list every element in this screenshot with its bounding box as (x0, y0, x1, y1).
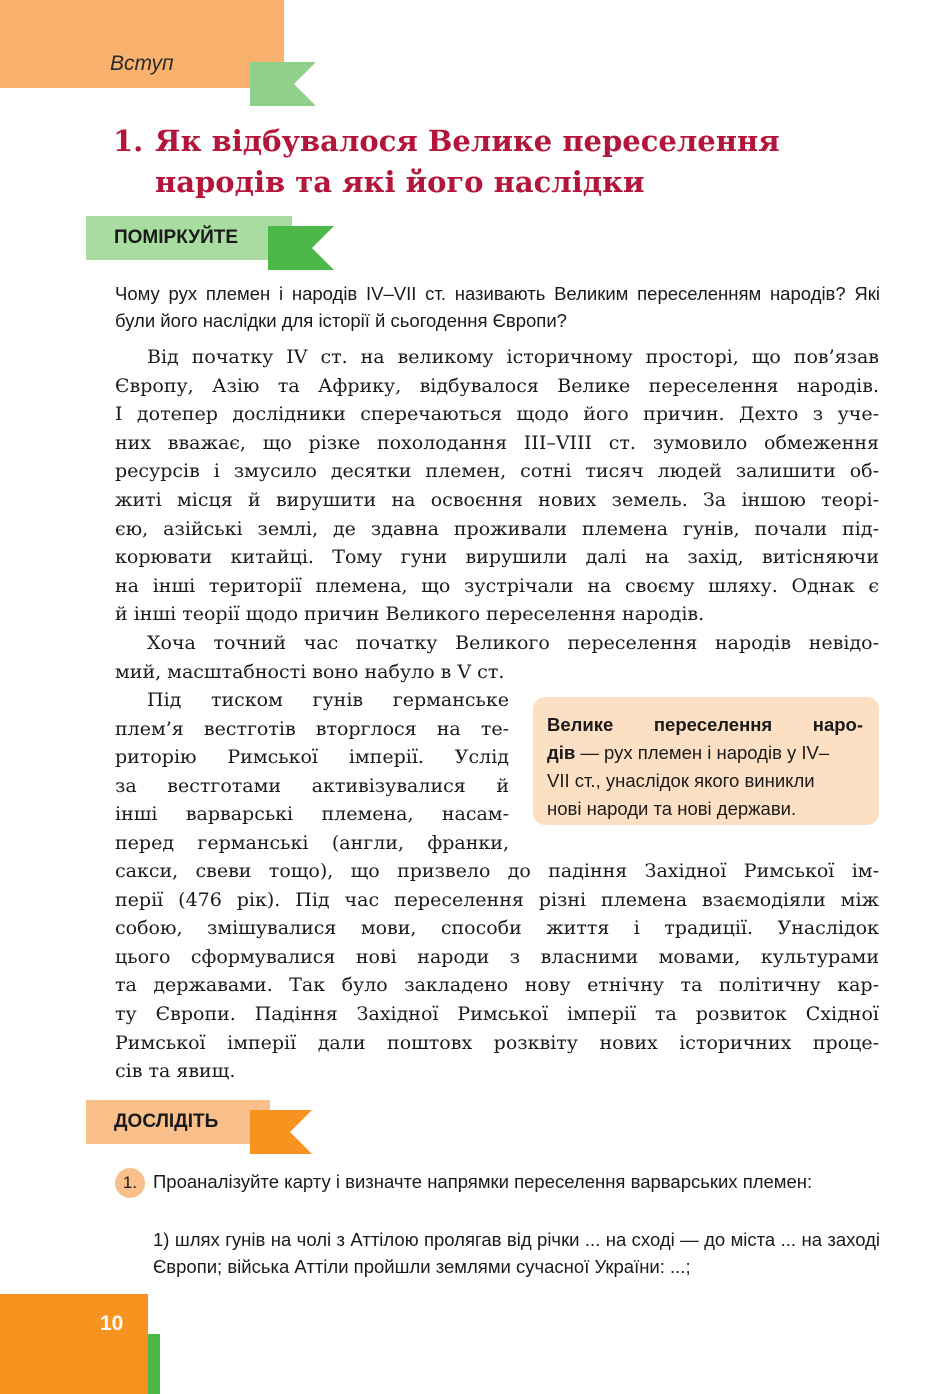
body-line: плем’я вестготів вторглося на те- (115, 717, 509, 740)
title-number: 1. (113, 124, 144, 158)
body-line: сів та явищ. (115, 1060, 236, 1083)
page-number: 10 (100, 1312, 124, 1335)
body-line: житі місця й вирушити на освоєння нових земель. За іншою теорі- (115, 489, 879, 511)
body-line: та державами. Так було закладено нову етнічну та політичну кар- (115, 974, 879, 997)
body-line: Під тиском гунів германське (147, 689, 509, 711)
definition-line2 (547, 739, 863, 767)
ribbon-icon (268, 226, 334, 270)
definition-term-end: дів (547, 742, 576, 763)
body-line: Європу, Азію та Африку, відбувалося Велике переселення народів. (115, 374, 879, 397)
ribbon-icon (250, 62, 316, 106)
body-line: Хоча точний час початку Великого переселення народів невідо- (147, 632, 879, 654)
page-title-line1: Як відбувалося Велике переселення (155, 124, 780, 158)
body-line: єю, азійські землі, де здавна проживали племена гунів, почали під- (115, 517, 879, 540)
definition-box (533, 697, 879, 825)
body-line: корювати китайці. Тому гуни вирушили далі на захід, витісняючи (115, 546, 879, 569)
body-line: й інші теорії щодо причин Великого переселення народів. (115, 603, 705, 626)
page-number-stripe (148, 1334, 160, 1394)
definition-line3: VII ст., унаслідок якого виникли (547, 770, 815, 791)
subtask-text: 1) шлях гунів на чолі з Аттілою пролягав від річки ... на сході — до міста ... на заході Європи; війська Аттіли пройшли землями сучасної України: ...; (153, 1229, 880, 1277)
body-line: собою, змішувалися мови, способи життя і традиції. Унаслідок (115, 917, 879, 940)
ribbon-icon (250, 1110, 312, 1154)
body-line: перії (476 рік). Під час переселення різні племена взаємодіяли між (115, 888, 879, 911)
body-line: мий, масштабності воно набуло в V ст. (115, 660, 505, 683)
page-title-line2: народів та які його наслідки (155, 165, 645, 199)
body-line: цього сформувалися нові народи з власними мовами, культурами (115, 945, 879, 968)
task-number-badge: 1. (115, 1168, 145, 1198)
body-line: ту Європи. Падіння Західної Римської імперії та розвиток Східної (115, 1003, 879, 1025)
body-line: риторію Римської імперії. Услід (115, 746, 509, 769)
body-line: сакси, свеви тощо), що призвело до падіння Західної Римської ім- (115, 860, 879, 882)
body-line: Від початку IV ст. на великому історичному просторі, що пов’язав (147, 346, 879, 368)
body-line: Римської імперії дали поштовх розквіту нових історичних проце- (115, 1031, 879, 1054)
definition-line4: нові народи та нові держави. (547, 798, 797, 819)
task-text: Проаналізуйте карту і визначте напрямки переселення варварських племен: (153, 1171, 813, 1192)
body-line: за вестготами активізувалися й (115, 774, 509, 797)
definition-term: Велике переселення наро- (547, 714, 863, 735)
section-name: Вступ (110, 52, 174, 75)
page-number-tab (0, 1294, 148, 1394)
body-line: інші варварські племена, насам- (115, 803, 509, 826)
definition-text: — рух племен і народів у IV– (575, 742, 830, 763)
body-line: ресурсів і змусило десятки племен, сотні тисяч людей залишити об- (115, 460, 879, 483)
body-line: І дотепер дослідники сперечаються щодо його причин. Дехто з уче- (115, 403, 879, 426)
body-line: перед германські (англи, франки, (115, 832, 509, 854)
body-line: них вважає, що різке похолодання III–VIII ст. зумовило обмеження (115, 431, 879, 454)
explore-label: ДОСЛІДІТЬ (86, 1100, 270, 1144)
question-text: Чому рух племен і народів IV–VII ст. називають Великим переселенням народів? Які були його наслідки для історії й сьогодення Європи? (115, 283, 880, 331)
think-label: ПОМІРКУЙТЕ (86, 216, 292, 260)
body-line: на інші території племена, що зустрічали на своєму шляху. Однак є (115, 574, 879, 597)
